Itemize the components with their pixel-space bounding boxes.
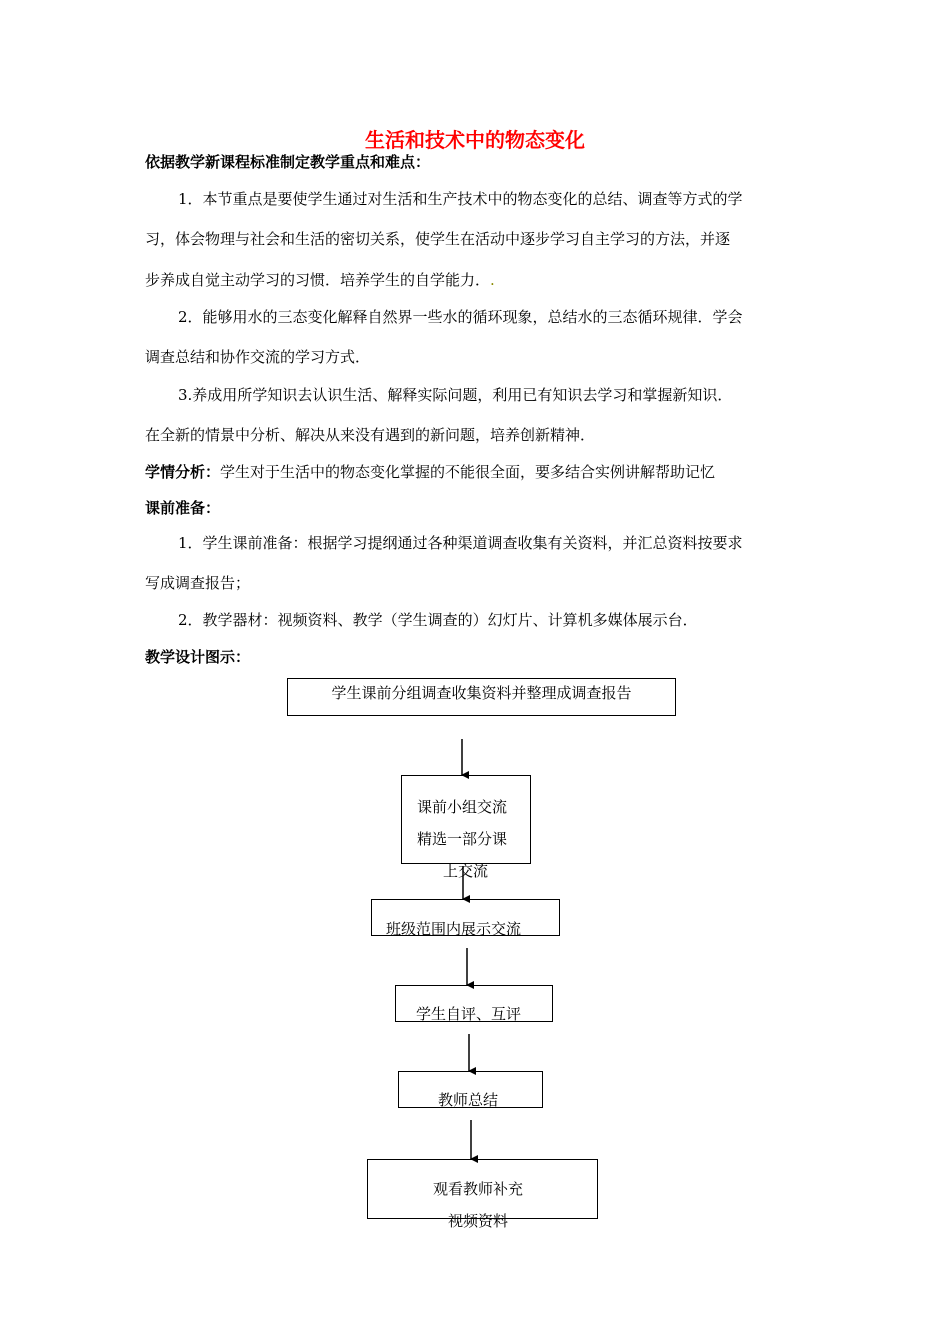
flow-step1-label: 学生课前分组调查收集资料并整理成调查报告 <box>331 684 632 702</box>
item1-line1: 1．本节重点是要使学生通过对生活和生产技术中的物态变化的总结、调查等方式的学 <box>178 190 743 208</box>
item1-line2: 习，体会物理与社会和生活的密切关系，使学生在活动中逐步学习自主学习的方法，并逐 <box>145 230 731 248</box>
flow-step6-line2: 视频资料 <box>448 1212 509 1230</box>
prep-item2-b: 、 <box>337 611 353 629</box>
item3-line1-b: 学知识去认识生活、解释实际问题，利用已有知识去学习和 <box>252 386 643 404</box>
item2-line2: 调查总结和协作交流的学习方式． <box>145 348 371 366</box>
prep-item1-line1: 1．学生课前准备：根据学习提纲通过各种渠道调查收集有关资料，并汇总资料按要求 <box>178 534 743 552</box>
item2-line1: 2．能够用水的三态变化解释自然界一些水的循环现象，总结水的三态循环规律．学会 <box>178 308 743 326</box>
flow-step2-line2: 精选一部分课 <box>417 830 508 848</box>
design-heading: 教学设计图示： <box>145 648 251 666</box>
section-heading-key-points: 依据教学新课程标准制定教学重点和难点： <box>145 153 431 171</box>
flow-step2-line3: 上交流 <box>443 862 489 880</box>
page-title: 生活和技术中的物态变化 <box>365 128 585 152</box>
flow-step5-label: 教师总结 <box>438 1091 499 1109</box>
prep-item2-a: 2．教学器材：视频资料 <box>178 611 338 629</box>
item3-line1-c: 掌握新知识． <box>642 386 733 404</box>
analysis-label: 学情分析： <box>145 463 221 481</box>
flow-step4-label: 学生自评、互评 <box>416 1005 522 1023</box>
flow-step3-label: 班级范围内展示交流 <box>386 920 522 938</box>
prep-item1-line2: 写成调查报告； <box>145 574 251 592</box>
prep-item2-c: 教学（学生调查的）幻灯片、计算机多媒体展示台． <box>352 611 698 629</box>
flow-step6-line1: 观看教师补充 <box>433 1180 524 1198</box>
item3-line2: 在全新的情景中分析、解决从来没有遇到的新问题，培养创新精神． <box>145 426 596 444</box>
item1-line3-text: 步养成自觉主动学习的习惯．培养学生的自学能力． <box>145 271 491 289</box>
flow-step2-line1: 课前小组交流 <box>417 798 508 816</box>
item1-line3-tail: . <box>490 271 495 289</box>
item3-line1-a: 3.养成用所 <box>178 386 253 404</box>
prep-heading: 课前准备： <box>145 499 221 517</box>
analysis-text: 学生对于生活中的物态变化掌握的不能很全面，要多结合实例讲解帮助记忆 <box>220 463 716 481</box>
